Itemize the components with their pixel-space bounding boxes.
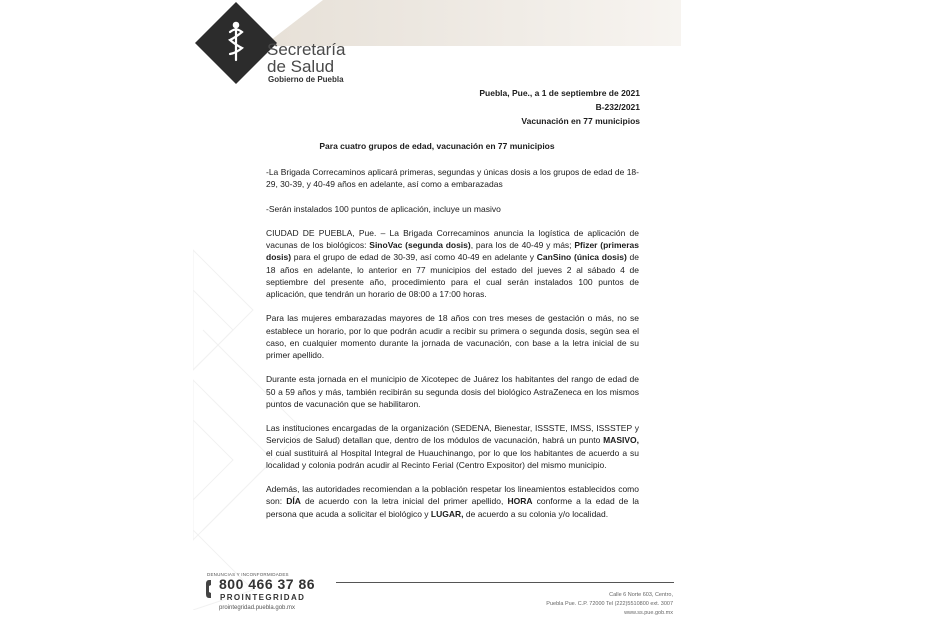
body-paragraph: Además, las autoridades recomiendan a la población respetar los lineamientos establecidos como son: DÍA de acuerdo con la letra inicial del primer apellido, HORA conforme a la edad de la persona que acuda a solicitar el biológico y LUGAR, de acuerdo a su colonia y/o localidad. (266, 484, 639, 519)
bulletin-number: B-232/2021 (595, 102, 640, 112)
body-paragraph: -La Brigada Correcaminos aplicará primeras, segundas y únicas dosis a los grupos de edad de 18-29, 30-39, y 40-49 años en adelante, así como a embarazadas (266, 167, 639, 190)
document-title: Para cuatro grupos de edad, vacunación en 77 municipios (319, 141, 555, 151)
document-page (193, 0, 681, 626)
bulletin-meta (479, 86, 640, 128)
footer-divider (336, 582, 674, 583)
hotline-name: PROINTEGRIDAD (220, 593, 306, 602)
org-name: Secretaría de Salud (267, 40, 346, 76)
hotline-phone: 800 466 37 86 (219, 576, 316, 592)
hotline-website: prointegridad.puebla.gob.mx (219, 605, 296, 611)
health-logo-icon (218, 20, 254, 66)
footer-address: Calle 6 Norte 603, Centro, Puebla Pue. C.P. 72000 Tel (222)5510800 ext. 3007 www.ss.pue.gob.mx (546, 592, 673, 616)
org-subtitle: Gobierno de Puebla (268, 75, 344, 84)
hotline-title: DENUNCIAS Y INCONFORMIDADES (207, 572, 289, 577)
place-date: Puebla, Pue., a 1 de septiembre de 2021 (479, 88, 640, 98)
body-paragraph: CIUDAD DE PUEBLA, Pue. – La Brigada Correcaminos anuncia la logística de aplicación de vacunas de los biológicos: SinoVac (segunda dosis), para los de 40-49 y más; Pfizer (primeras dosis) para el grupo de edad de 30-39, así como 40-49 en adelante y CanSino (única dosis) de 18 años en adelante, lo anterior en 77 municipios del estado del jueves 2 al sábado 4 de septiembre del presente año, procedimiento para el cual serán instalados 100 puntos de aplicación, que tendrán un horario de 08:00 a 17:00 horas. (266, 227, 639, 299)
body-paragraph: -Serán instalados 100 puntos de aplicación, incluye un masivo (266, 203, 501, 214)
document-body (266, 166, 639, 532)
body-paragraph: Las instituciones encargadas de la organización (SEDENA, Bienestar, ISSSTE, IMSS, ISSSTEP y Servicios de Salud) detallan que, dentro de los módulos de vacunación, habrá un punto MASIVO, el cual sustituirá al Hospital Integral de Huauchinango, por lo que los habitantes de acuerdo a su localidad y colonia podrán acudir al Recinto Ferial (Centro Expositor) del mismo municipio. (266, 423, 639, 470)
body-paragraph: Para las mujeres embarazadas mayores de 18 años con tres meses de gestación o más, no se establece un horario, por lo que podrán acudir a recibir su primera o segunda dosis, según sea el caso, en cualquier momento durante la jornada de vacunación, con base a la letra inicial de su primer apellido. (266, 313, 639, 360)
bulletin-subject: Vacunación en 77 municipios (521, 116, 640, 126)
body-paragraph: Durante esta jornada en el municipio de Xicotepec de Juárez los habitantes del rango de edad de 50 a 59 años y más, también recibirán su segunda dosis del biológico AstraZeneca en los mismos puntos de vacunación que se habilitaron. (266, 374, 639, 409)
